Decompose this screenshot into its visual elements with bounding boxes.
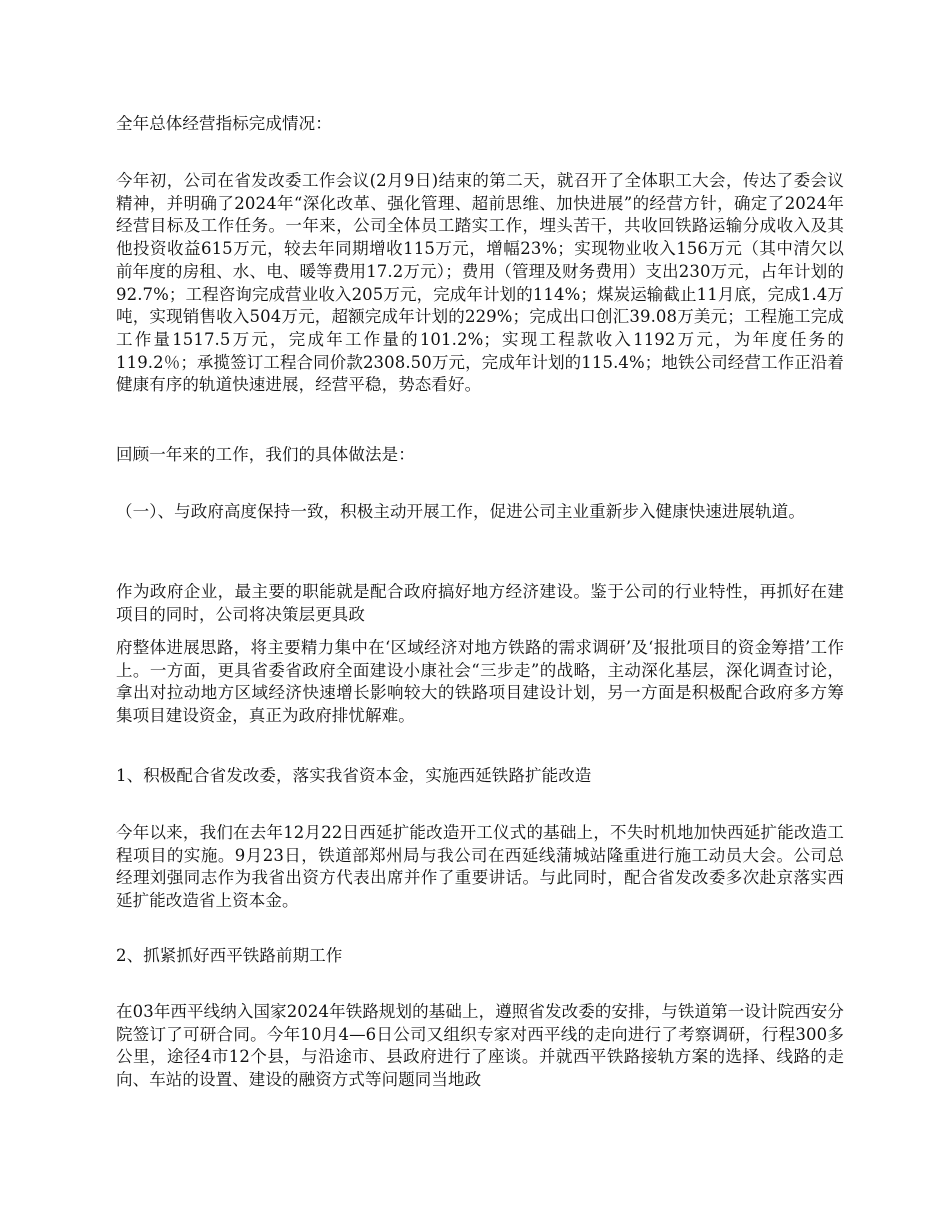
paragraph-heading-overall-indicators: 全年总体经营指标完成情况：: [116, 114, 332, 133]
paragraph-xiyan-expansion: 今年以来，我们在去年12月22日西延扩能改造开工仪式的基础上，不失时机地加快西延扩能改造工程项目的实施。9月23日，铁道部郑州局与我公司在西延线蒲城站隆重进行施工动员大会。公司总经理刘强同志作为我省出资方代表出席并作了重要讲话。与此同时，配合省发改委多次赴京落实西延扩能改造省上资本金。: [116, 823, 844, 911]
paragraph-item-1-heading: 1、积极配合省发改委，落实我省资本金，实施西延铁路扩能改造: [116, 766, 592, 785]
paragraph-item-2-heading: 2、抓紧抓好西平铁路前期工作: [116, 946, 343, 965]
paragraph-xiping-preparation: 在03年西平线纳入国家2024年铁路规划的基础上，遵照省发改委的安排，与铁道第一设计院西安分院签订了可研合同。今年10月4—6日公司又组织专家对西平线的走向进行了考察调研，行程300多公里，途径4市12个县，与沿途市、县政府进行了座谈。并就西平铁路接轨方案的选择、线路的走向、车站的设置、建设的融资方式等问题同当地政: [116, 1002, 844, 1090]
paragraph-review-intro: 回顾一年来的工作，我们的具体做法是：: [116, 445, 415, 464]
paragraph-annual-results: 今年初，公司在省发改委工作会议(2月9日)结束的第二天，就召开了全体职工大会，传达了委会议精神，并明确了2024年“深化改革、强化管理、超前思维、加快进展”的经营方针，确定了2024年经营目标及工作任务。一年来，公司全体员工踏实工作，埋头苦干，共收回铁路运输分成收入及其他投资收益615万元，较去年同期增收115万元，增幅23%；实现物业收入156万元（其中清欠以前年度的房租、水、电、暖等费用17.2万元）；费用（管理及财务费用）支出230万元，占年计划的92.7%；工程咨询完成营业收入205万元，完成年计划的114%；煤炭运输截止11月底，完成1.4万吨，实现销售收入504万元，超额完成年计划的229%；完成出口创汇39.08万美元；工程施工完成工作量1517.5万元，完成年工作量的101.2%；实现工程款收入1192万元，为年度任务的119.2％；承揽签订工程合同价款2308.50万元，完成年计划的115.4%；地铁公司经营工作正沿着健康有序的轨道快速进展，经营平稳，势态看好。: [116, 171, 844, 395]
paragraph-government-enterprise: 作为政府企业，最主要的职能就是配合政府搞好地方经济建设。鉴于公司的行业特性，再抓好在建项目的同时，公司将决策层更具政: [116, 582, 844, 624]
paragraph-overall-strategy: 府整体进展思路，将主要精力集中在‘区域经济对地方铁路的需求调研’及‘报批项目的资金筹措’工作上。一方面，更具省委省政府全面建设小康社会“三步走”的战略，主动深化基层，深化调查讨论，拿出对拉动地方区域经济快速增长影响较大的铁路项目建设计划，另一方面是积极配合政府多方筹集项目建设资金，真正为政府排忧解难。: [116, 638, 844, 726]
paragraph-section-one-heading: （一）、与政府高度保持一致，积极主动开展工作，促进公司主业重新步入健康快速进展轨道。: [116, 502, 805, 521]
